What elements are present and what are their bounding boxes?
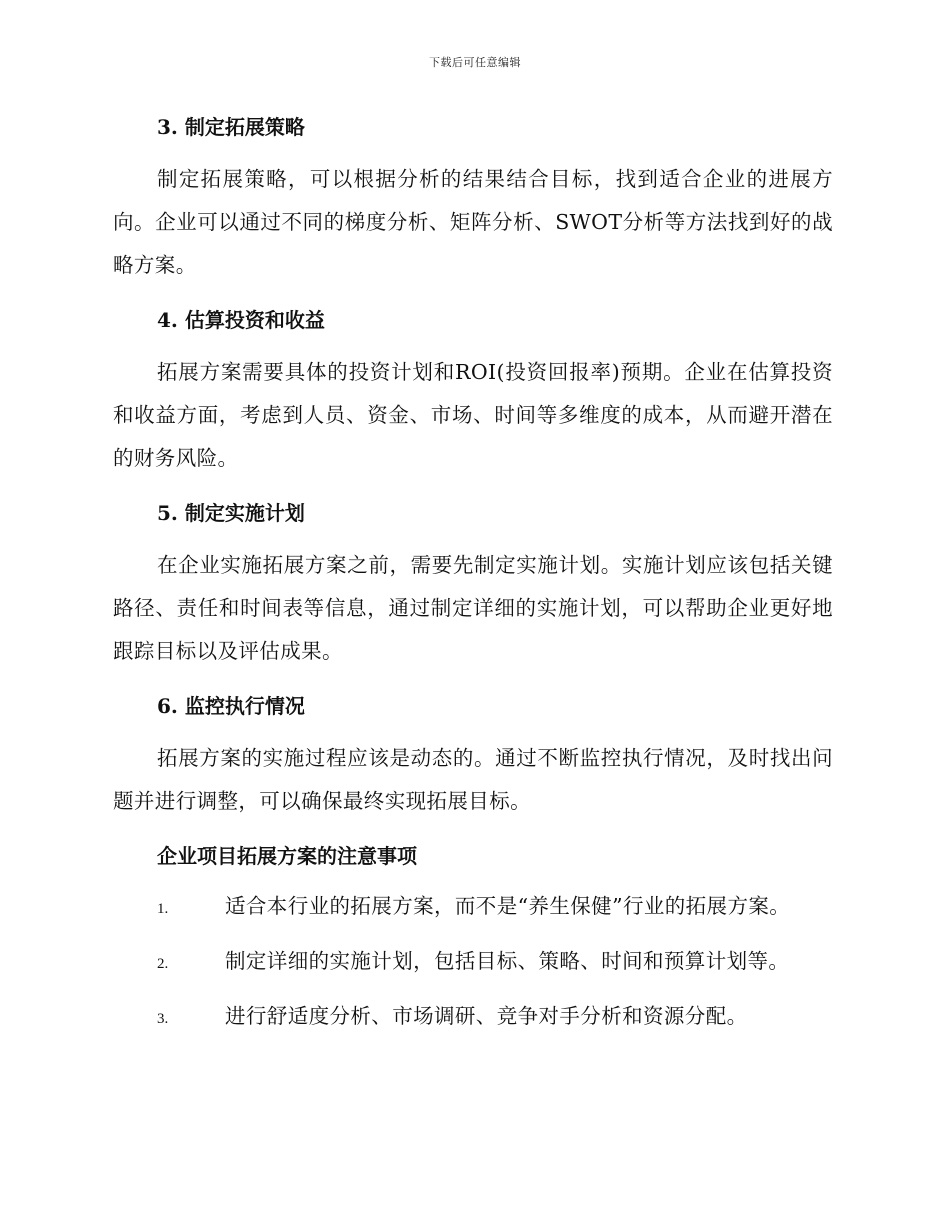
list-item-number: 3. (157, 1011, 169, 1027)
section-paragraph: 制定拓展策略，可以根据分析的结果结合目标，找到适合企业的进展方向。企业可以通过不同的梯度分析、矩阵分析、SWOT分析等方法找到好的战略方案。 (113, 167, 833, 277)
list-item-number: 1. (157, 901, 169, 917)
section-paragraph: 拓展方案需要具体的投资计划和ROI(投资回报率)预期。企业在估算投资和收益方面，考虑到人员、资金、市场、时间等多维度的成本，从而避开潜在的财务风险。 (113, 360, 833, 470)
section-6 (113, 691, 833, 823)
section-3 (113, 112, 833, 287)
section-heading: 6. 监控执行情况 (157, 694, 305, 718)
page-header: 下载后可任意编辑 (429, 56, 521, 69)
document-body (113, 112, 833, 1056)
notes-heading: 企业项目拓展方案的注意事项 (157, 844, 417, 868)
list-item-text: 进行舒适度分析、市场调研、竞争对手分析和资源分配。 (225, 1004, 748, 1028)
list-item-number: 2. (157, 956, 169, 972)
list-item (113, 1001, 833, 1056)
notes-list (113, 891, 833, 1056)
section-heading: 4. 估算投资和收益 (157, 308, 325, 332)
list-item (113, 891, 833, 946)
section-paragraph: 拓展方案的实施过程应该是动态的。通过不断监控执行情况，及时找出问题并进行调整，可以确保最终实现拓展目标。 (113, 746, 833, 813)
section-4 (113, 305, 833, 480)
section-5 (113, 498, 833, 673)
notes-section (113, 841, 833, 1056)
section-heading: 5. 制定实施计划 (157, 501, 305, 525)
section-heading: 3. 制定拓展策略 (157, 115, 305, 139)
list-item-text: 适合本行业的拓展方案，而不是“养生保健”行业的拓展方案。 (225, 894, 791, 918)
section-paragraph: 在企业实施拓展方案之前，需要先制定实施计划。实施计划应该包括关键路径、责任和时间表等信息，通过制定详细的实施计划，可以帮助企业更好地跟踪目标以及评估成果。 (113, 553, 833, 663)
list-item (113, 946, 833, 1001)
list-item-text: 制定详细的实施计划，包括目标、策略、时间和预算计划等。 (225, 949, 790, 973)
